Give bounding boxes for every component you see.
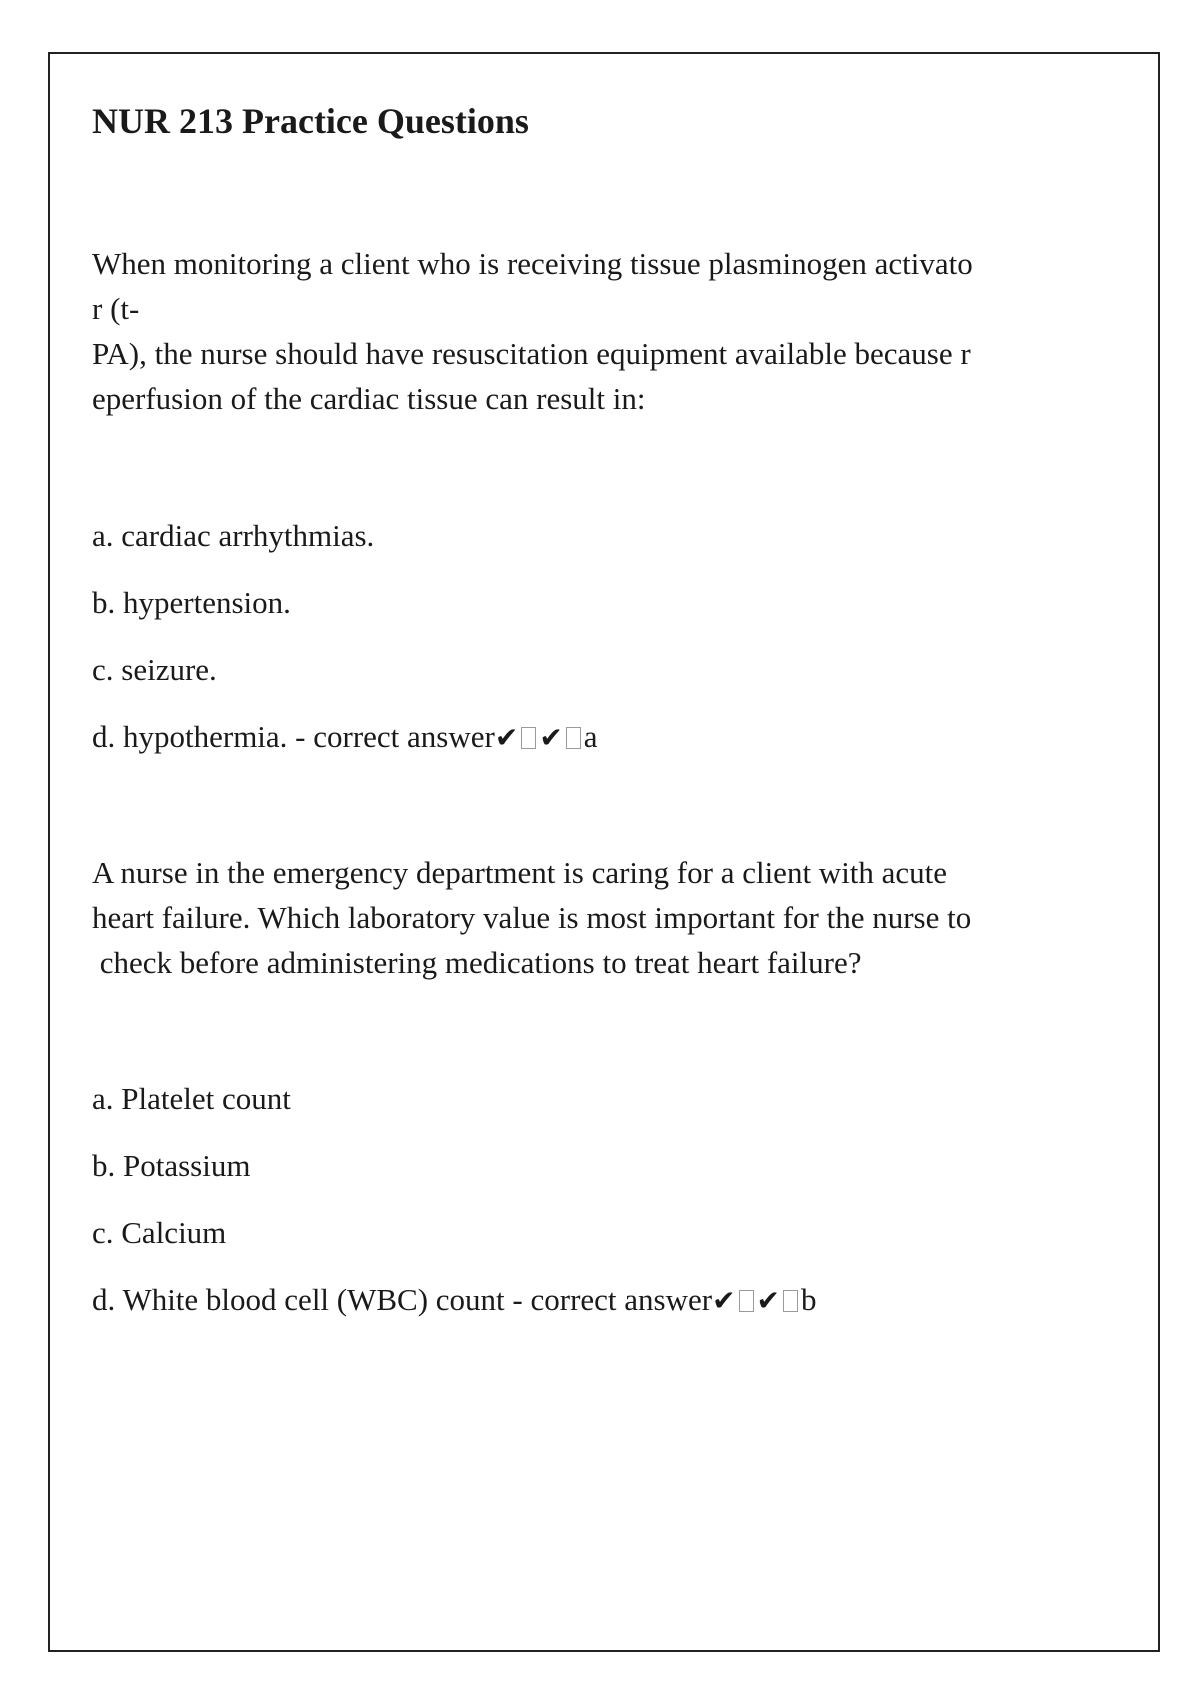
checkmark-icon: ✔ xyxy=(539,721,563,755)
question-stem-line: PA), the nurse should have resuscitation equipment available because r xyxy=(92,336,971,372)
correct-answer-letter: a xyxy=(583,719,598,755)
missing-glyph-box xyxy=(521,727,536,749)
question-block-1 xyxy=(92,241,1022,758)
question-stem xyxy=(92,241,1022,421)
option-b: b. Potassium xyxy=(92,1148,251,1184)
question-stem-line: A nurse in the emergency department is caring for a client with acute xyxy=(92,855,948,891)
question-stem-line: r (t- xyxy=(92,291,140,327)
question-stem-line: When monitoring a client who is receiving tissue plasminogen activato xyxy=(92,246,973,282)
option-c: c. Calcium xyxy=(92,1215,227,1251)
option-d-with-answer xyxy=(92,717,1022,758)
missing-glyph-box xyxy=(783,1290,798,1312)
document-title: NUR 213 Practice Questions xyxy=(92,101,529,141)
checkmark-icon: ✔ xyxy=(756,1284,781,1318)
document-body xyxy=(92,100,1022,1348)
correct-answer-letter: b xyxy=(801,1282,817,1318)
answer-options xyxy=(92,516,1022,758)
checkmark-icon: ✔ xyxy=(494,721,519,755)
option-d: d. hypothermia. - correct answer xyxy=(92,719,495,755)
option-a: a. Platelet count xyxy=(92,1081,291,1117)
checkmark-icon: ✔ xyxy=(712,1284,736,1318)
option-d-with-answer xyxy=(92,1280,1022,1321)
question-stem xyxy=(92,850,1022,985)
question-stem-line: heart failure. Which laboratory value is most important for the nurse to xyxy=(92,900,972,936)
option-c: c. seizure. xyxy=(92,652,217,688)
option-d: d. White blood cell (WBC) count - correct answer xyxy=(92,1282,713,1318)
option-b: b. hypertension. xyxy=(92,585,291,621)
answer-options xyxy=(92,1079,1022,1321)
missing-glyph-box xyxy=(566,727,581,749)
question-stem-line: eperfusion of the cardiac tissue can result in: xyxy=(92,381,646,417)
missing-glyph-box xyxy=(739,1290,754,1312)
question-stem-line: check before administering medications to treat heart failure? xyxy=(92,945,862,981)
question-block-2 xyxy=(92,850,1022,1321)
option-a: a. cardiac arrhythmias. xyxy=(92,518,375,554)
